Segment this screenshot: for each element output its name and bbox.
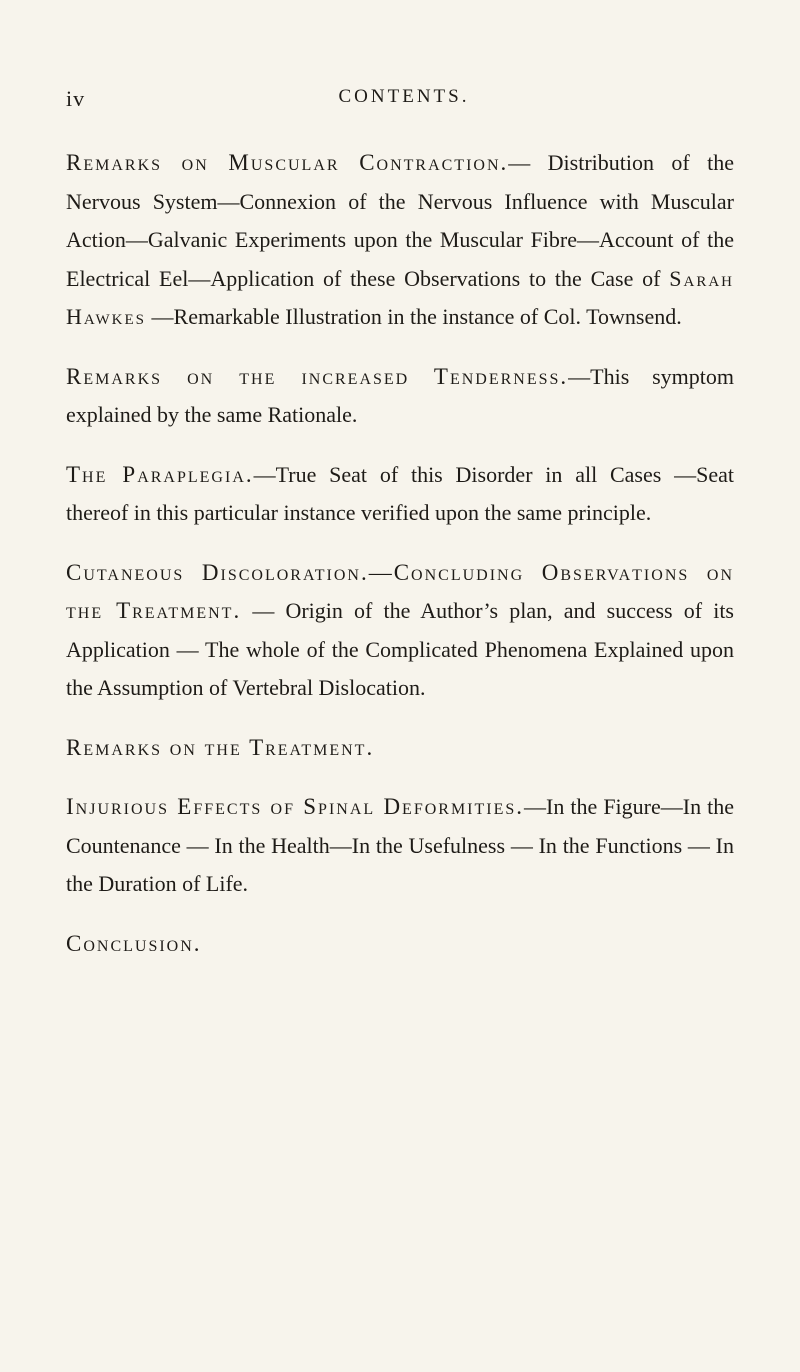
entry-name: Sarah Hawkes bbox=[66, 265, 734, 329]
entry-heading: Remarks on the Treatment. bbox=[66, 734, 375, 760]
page-header bbox=[66, 86, 734, 120]
contents-list bbox=[66, 144, 734, 984]
running-title: CONTENTS. bbox=[338, 86, 470, 107]
entry-heading: Cutaneous Discoloration.—Concluding Observations on the Treatment. bbox=[66, 559, 734, 623]
contents-entry-conclusion bbox=[66, 925, 734, 964]
contents-entry-paraplegia bbox=[66, 456, 734, 533]
entry-text: —This symptom explained by the same Rationale. bbox=[66, 363, 734, 427]
entry-text: —In the Figure—In the Countenance — In the Health—In the Usefulness — In the Functions — In the Duration of Life. bbox=[66, 794, 734, 896]
contents-entry-spinal-deformities bbox=[66, 788, 734, 904]
entry-text: —True Seat of this Disorder in all Cases —Seat thereof in this particular instance verified upon the same principle. bbox=[66, 461, 734, 525]
entry-heading: Remarks on the increased Tenderness. bbox=[66, 363, 569, 389]
entry-heading: The Paraplegia. bbox=[66, 461, 254, 487]
contents-entry-muscular-contraction bbox=[66, 144, 734, 337]
entry-text-continued: —Remarkable Illustration in the instance of Col. Townsend. bbox=[146, 304, 682, 329]
entry-text: — Origin of the Author’s plan, and success of its Application — The whole of the Complicated Phenomena Explained upon the Assumption of Vertebral Dislocation. bbox=[66, 598, 734, 700]
contents-entry-cutaneous-discoloration bbox=[66, 554, 734, 708]
contents-entry-treatment bbox=[66, 729, 734, 768]
entry-heading: Injurious Effects of Spinal Deformities. bbox=[66, 794, 525, 819]
entry-text: — Distribution of the Nervous System—Connexion of the Nervous Influence with Muscular Action—Galvanic Experiments upon the Muscular Fibre—Account of the Electrical Eel—Application of these Observations to the Case of bbox=[66, 150, 735, 291]
entry-heading: Conclusion. bbox=[66, 930, 202, 956]
page-number: iv bbox=[66, 86, 86, 111]
contents-entry-tenderness bbox=[66, 358, 734, 435]
entry-heading: Remarks on Muscular Contraction. bbox=[66, 150, 509, 175]
